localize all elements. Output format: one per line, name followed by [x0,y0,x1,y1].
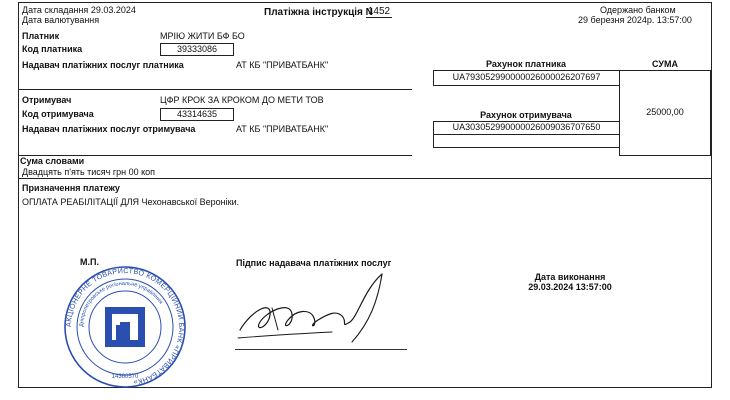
payer-label: Платник [22,31,60,41]
execution-value: 29.03.2024 13:57:00 [528,282,612,292]
sum-words-label: Сума словами [20,156,85,166]
signature-image [232,270,392,350]
received-value: 29 березня 2024р. 13:57:00 [578,15,692,25]
recipient-name: ЦФР КРОК ЗА КРОКОМ ДО МЕТИ ТОВ [160,95,324,105]
instruction-label: Платіжна інструкція N [264,7,373,18]
payer-account: UA793052990000026000026207697 [452,72,601,82]
signature-label: Підпис надавача платіжних послуг [236,258,392,268]
payer-code: 39333086 [160,43,234,56]
recipient-account-extra-box [433,134,620,148]
stamp-outer-text: АКЦІОНЕРНЕ ТОВАРИСТВО КОМЕРЦІЙНИЙ БАНК «ПРИВАТБАНК» [63,265,187,388]
payer-provider-label: Надавач платіжних послуг платника [22,60,184,70]
execution-label: Дата виконання [534,272,606,282]
recipient-account-label: Рахунок отримувача [480,110,572,120]
purpose-text: ОПЛАТА РЕАБІЛІТАЦІЇ ДЛЯ Чехонавської Вероніки. [22,197,240,207]
recipient-account: UA303052990000026009036707650 [452,122,601,132]
payer-name: МРІЮ ЖИТИ БФ БО [160,31,245,41]
stamp-inner-text: Дніпропетровське регіональне управління [78,280,164,328]
stamp-code: 14360570 [111,374,139,380]
bank-stamp [60,265,190,390]
value-date-label: Дата валютування [22,15,100,25]
sum-words: Двадцять п'ять тисяч грн 00 коп [22,167,156,177]
amount-label: СУМА [652,59,678,69]
compile-date-label: Дата складання [22,5,89,15]
sum-words-bottom-line [18,178,712,179]
payer-provider: АТ КБ "ПРИВАТБАНК" [236,60,329,70]
payer-code-label: Код платника [22,44,83,54]
amount-value: 25000,00 [646,107,684,117]
recipient-code: 43314635 [160,108,234,121]
instruction-number: 1452 [367,6,391,17]
recipient-label: Отримувач [22,95,72,105]
stamp-label: М.П. [80,257,99,267]
compile-date-value: 29.03.2024 [90,5,136,15]
payer-account-label: Рахунок платника [486,59,566,69]
recipient-provider: АТ КБ "ПРИВАТБАНК" [236,124,329,134]
received-label: Одержано банком [600,5,676,15]
recipient-provider-label: Надавач платіжних послуг отримувача [22,124,196,134]
privatbank-logo-icon [105,307,145,347]
purpose-label: Призначення платежу [22,183,120,193]
payer-divider [18,89,412,90]
recipient-code-label: Код отримувача [22,109,94,119]
